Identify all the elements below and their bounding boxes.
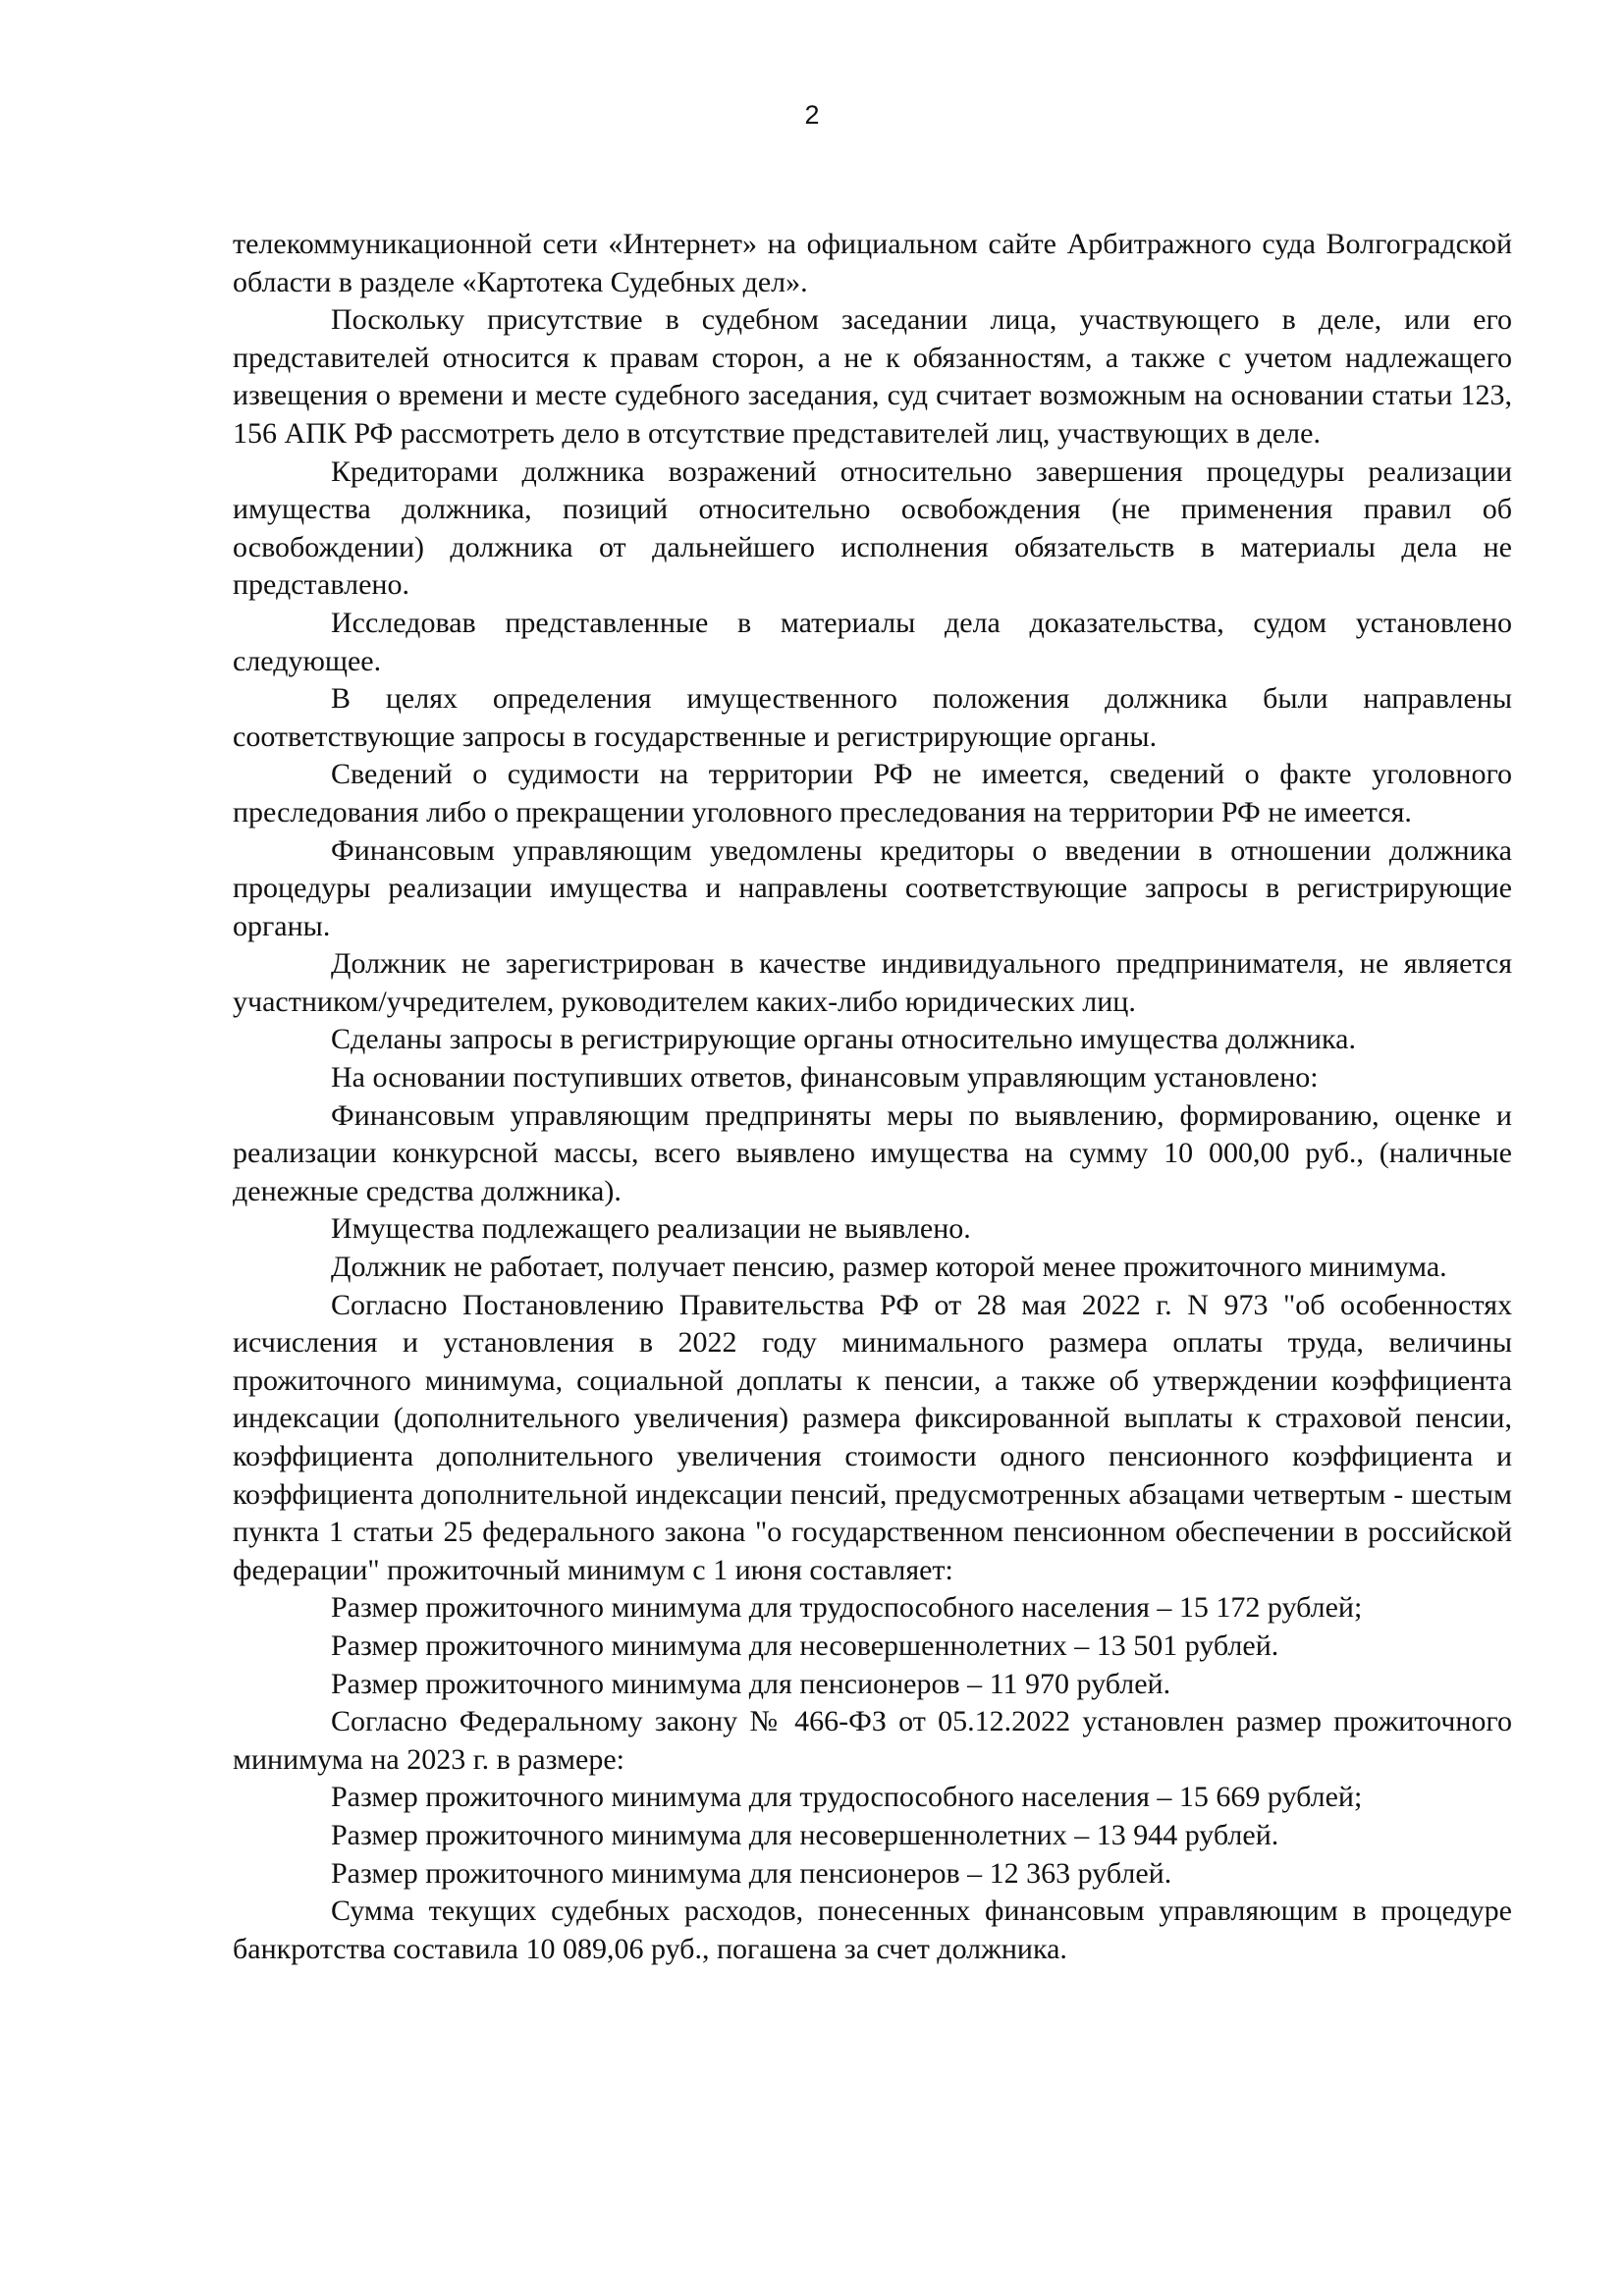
paragraph: Согласно Федеральному закону № 466-ФЗ от 05.12.2022 установлен размер прожиточного минимума на 2023 г. в размере: — [233, 1705, 1512, 1776]
paragraph: Размер прожиточного минимума для несовершеннолетних – 13 501 рублей. — [331, 1629, 1279, 1662]
paragraph: Размер прожиточного минимума для пенсионеров – 12 363 рублей. — [331, 1856, 1172, 1890]
paragraph: Имущества подлежащего реализации не выявлено. — [331, 1212, 971, 1246]
paragraph: Поскольку присутствие в судебном заседании лица, участвующего в деле, или его представителей относится к правам сторон, а не к обязанностям, а также с учетом надлежащего извещения о времени и месте судебного заседания, суд считает возможным на основании статьи 123, 156 АПК РФ рассмотреть дело в отсутствие представителей лиц, участвующих в деле. — [233, 303, 1512, 450]
paragraph: На основании поступивших ответов, финансовым управляющим установлено: — [331, 1061, 1319, 1095]
paragraph: Финансовым управляющим предприняты меры по выявлению, формированию, оценке и реализации конкурсной массы, всего выявлено имущества на сумму 10 000,00 руб., (наличные денежные средства должника). — [233, 1098, 1512, 1207]
paragraph: Должник не зарегистрирован в качестве индивидуального предпринимателя, не является участником/учредителем, руководителем каких-либо юридических лиц. — [233, 947, 1512, 1018]
paragraph: В целях определения имущественного положения должника были направлены соответствующие запросы в государственные и регистрирующие органы. — [233, 682, 1512, 753]
document-body — [233, 226, 1512, 1968]
paragraph: Размер прожиточного минимума для трудоспособного населения – 15 172 рублей; — [331, 1591, 1363, 1625]
paragraph: Сведений о судимости на территории РФ не имеется, сведений о факте уголовного преследования либо о прекращении уголовного преследования на территории РФ не имеется. — [233, 758, 1512, 828]
paragraph: телекоммуникационной сети «Интернет» на официальном сайте Арбитражного суда Волгоградской области в разделе «Картотека Судебных дел». — [233, 228, 1512, 298]
paragraph: Сумма текущих судебных расходов, понесенных финансовым управляющим в процедуре банкротства составила 10 089,06 руб., погашена за счет должника. — [233, 1895, 1512, 1965]
paragraph: Кредиторами должника возражений относительно завершения процедуры реализации имущества должника, позиций относительно освобождения (не применения правил об освобождении) должника от дальнейшего исполнения обязательств в материалы дела не представлено. — [233, 454, 1512, 602]
paragraph: Финансовым управляющим уведомлены кредиторы о введении в отношении должника процедуры реализации имущества и направлены соответствующие запросы в регистрирующие органы. — [233, 833, 1512, 942]
paragraph: Размер прожиточного минимума для пенсионеров – 11 970 рублей. — [331, 1667, 1171, 1700]
paragraph: Исследовав представленные в материалы дела доказательства, судом установлено следующее. — [233, 606, 1512, 677]
paragraph: Размер прожиточного минимума для трудоспособного населения – 15 669 рублей; — [331, 1781, 1363, 1814]
page-number: 2 — [804, 100, 820, 130]
paragraph: Должник не работает, получает пенсию, размер которой менее прожиточного минимума. — [331, 1251, 1447, 1284]
paragraph: Размер прожиточного минимума для несовершеннолетних – 13 944 рублей. — [331, 1818, 1279, 1851]
paragraph: Согласно Постановлению Правительства РФ от 28 мая 2022 г. N 973 "об особенностях исчисления и установления в 2022 году минимального размера оплаты труда, величины прожиточного минимума, социальной доплаты к пенсии, а также об утверждении коэффициента индексации (дополнительного увеличения) размера фиксированной выплаты к страховой пенсии, коэффициента дополнительного увеличения стоимости одного пенсионного коэффициента и коэффициента дополнительной индексации пенсий, предусмотренных абзацами четвертым - шестым пункта 1 статьи 25 федерального закона "о государственном пенсионном обеспечении в российской федерации" прожиточный минимум с 1 июня составляет: — [233, 1288, 1512, 1586]
paragraph: Сделаны запросы в регистрирующие органы относительно имущества должника. — [331, 1023, 1356, 1056]
